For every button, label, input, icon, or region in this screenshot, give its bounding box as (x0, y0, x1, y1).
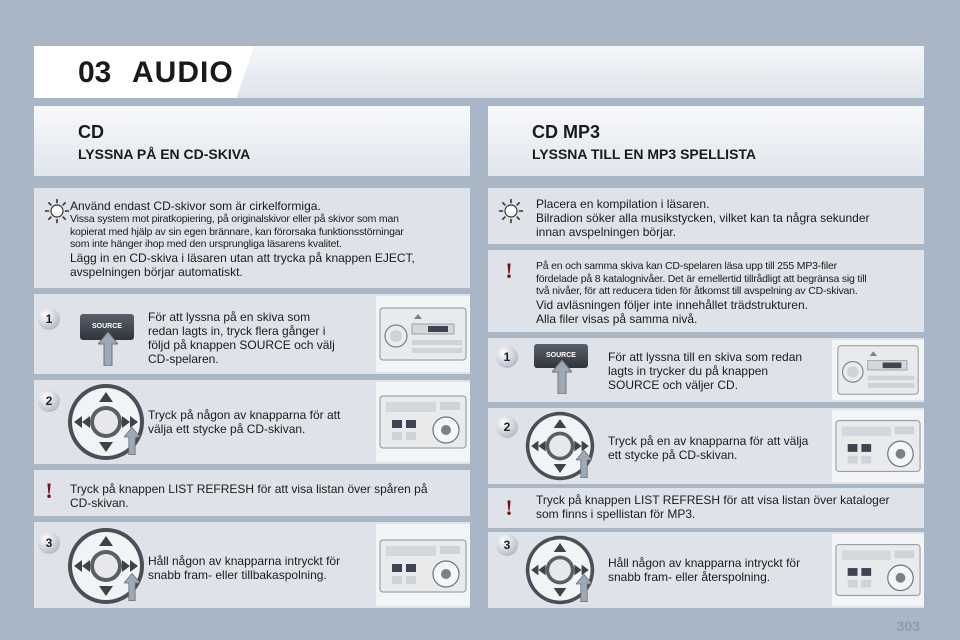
step-line: För att lyssna på en skiva som (148, 310, 311, 324)
arrow-up-icon (124, 572, 140, 602)
note-line: som finns i spellistan för MP3. (536, 507, 696, 521)
sun-icon (44, 198, 70, 224)
page-title: AUDIO (132, 56, 234, 89)
radio-illustration-panel (832, 340, 924, 400)
radio-illustration-panel (376, 524, 470, 606)
step-line: CD-spelaren. (148, 352, 219, 366)
note-text (70, 482, 466, 510)
arrow-up-icon (576, 450, 592, 478)
step-line: välja ett stycke på CD-skivan. (148, 422, 306, 436)
step-number: 3 (38, 532, 60, 554)
note-line: Tryck på knappen LIST REFRESH för att visa listan över kataloger (536, 493, 890, 507)
warning-line: Alla filer visas på samma nivå. (536, 311, 698, 326)
arrow-up-icon (552, 360, 572, 394)
right-intro-box (488, 188, 924, 244)
right-intro-text (536, 197, 920, 239)
left-intro-box (34, 188, 470, 288)
left-heading: CD (78, 122, 104, 142)
right-subheading: LYSSNA TILL EN MP3 SPELLISTA (532, 146, 757, 162)
radio-illustration-panel (832, 410, 924, 482)
exclamation-icon: ! (505, 258, 513, 283)
intro-small-line: kopierat med hjälp av sin egen brännare, kan förorsaka funktionsstörningar (70, 225, 404, 238)
left-step-1 (34, 294, 470, 374)
step-text (148, 310, 378, 366)
source-button-illustration: SOURCE (534, 344, 588, 368)
radio-controls-icon (378, 392, 468, 452)
page-number: 303 (896, 618, 920, 634)
exclamation-icon: ! (505, 495, 513, 520)
intro-line: avspelningen börjar automatiskt. (70, 264, 243, 279)
note-line: CD-skivan. (70, 496, 129, 510)
step-text (148, 554, 378, 582)
intro-line: innan avspelningen börjar. (536, 225, 677, 239)
step-text (148, 408, 378, 436)
radio-front-icon (378, 304, 468, 364)
step-line: lagts in trycker du på knappen (608, 364, 769, 378)
intro-small-line: som inte hänger ihop med den ursprungliga läsarens kvalitet. (70, 238, 342, 250)
step-number: 2 (38, 390, 60, 412)
arrow-up-icon (124, 426, 140, 456)
step-text (608, 434, 834, 462)
radio-controls-icon (834, 540, 922, 600)
step-line: snabb fram- eller tillbakaspolning. (148, 568, 327, 582)
left-subheading: LYSSNA PÅ EN CD-SKIVA (78, 146, 251, 162)
intro-line: Lägg in en CD-skiva i läsaren utan att trycka på knappen EJECT, (70, 250, 415, 265)
left-intro-text (70, 199, 466, 279)
arrow-up-icon (576, 574, 592, 602)
right-warning-box (488, 250, 924, 332)
radio-illustration-panel (832, 534, 924, 606)
sun-icon (498, 198, 524, 224)
note-line: Tryck på knappen LIST REFRESH för att visa listan över spåren på (70, 482, 428, 496)
warning-small-line: två nivåer, för att reducera tiden för åtkomst till avspelning av CD-skivan. (536, 285, 858, 297)
step-line: SOURCE och väljer CD. (608, 378, 739, 392)
chapter-number: 03 (78, 56, 112, 89)
right-step-3 (488, 532, 924, 608)
left-step-3 (34, 522, 470, 608)
radio-illustration-panel (376, 296, 470, 372)
intro-line: Placera en kompilation i läsaren. (536, 197, 710, 211)
intro-line: Använd endast CD-skivor som är cirkelformiga. (70, 199, 321, 213)
radio-illustration-panel (376, 382, 470, 462)
radio-controls-icon (378, 536, 468, 596)
step-line: följd på knappen SOURCE och välj (148, 338, 335, 352)
right-section-header (488, 106, 924, 176)
warning-small-line: fördelade på 8 katalognivåer. Det är emellertid tillrådligt att begränsa sig till (536, 272, 867, 285)
step-line: ett stycke på CD-skivan. (608, 448, 738, 462)
warning-line: Vid avläsningen följer inte innehållet trädstrukturen. (536, 297, 808, 312)
step-line: redan lagts in, tryck flera gånger i (148, 324, 326, 338)
step-line: Tryck på en av knapparna för att välja (608, 434, 809, 448)
step-number: 3 (496, 534, 518, 556)
intro-small-line: Vissa system mot piratkopiering, på originalskivor eller på skivor som man (70, 213, 399, 225)
step-line: Håll någon av knapparna intryckt för (608, 556, 801, 570)
step-number: 2 (496, 416, 518, 438)
left-note-box (34, 470, 470, 516)
step-line: För att lyssna till en skiva som redan (608, 350, 803, 364)
right-step-2 (488, 408, 924, 484)
right-note-box (488, 488, 924, 528)
radio-controls-icon (834, 416, 922, 476)
left-step-2 (34, 380, 470, 464)
right-step-1 (488, 338, 924, 402)
arrow-up-icon (98, 332, 118, 366)
right-heading: CD MP3 (532, 122, 601, 142)
exclamation-icon: ! (45, 478, 53, 503)
step-number: 1 (496, 346, 518, 368)
step-line: Tryck på någon av knapparna för att (148, 408, 341, 422)
intro-line: Bilradion söker alla musikstycken, vilket kan ta några sekunder (536, 211, 870, 225)
step-text (608, 556, 834, 584)
source-button-illustration: SOURCE (80, 314, 134, 340)
left-section-header (34, 106, 470, 176)
warning-small-line: På en och samma skiva kan CD-spelaren läsa upp till 255 MP3-filer (536, 260, 837, 272)
radio-front-icon (834, 342, 922, 398)
step-text (608, 350, 834, 392)
step-line: snabb fram- eller återspolning. (608, 570, 771, 584)
note-text (536, 493, 922, 521)
warning-text (536, 260, 922, 326)
step-number: 1 (38, 308, 60, 330)
step-line: Håll någon av knapparna intryckt för (148, 554, 341, 568)
